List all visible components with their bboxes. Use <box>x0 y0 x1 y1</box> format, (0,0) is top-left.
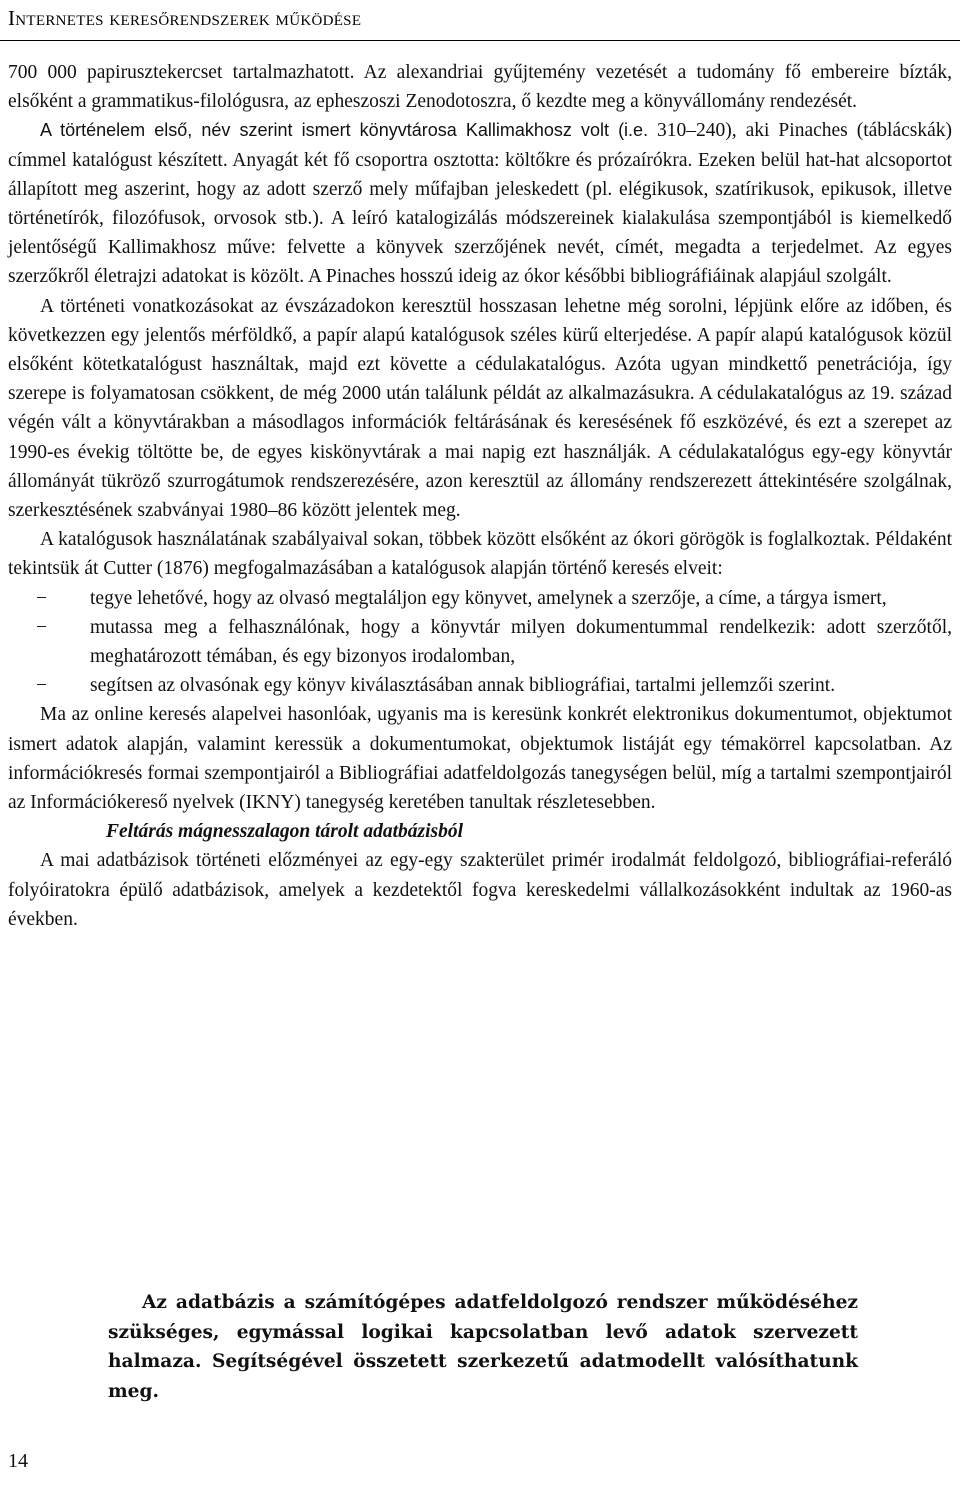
definition-text: Az adatbázis a számítógépes adatfeldolgozó rendszer működéséhez szükséges, egymással logikai kapcsolatban levő adatok szervezett halmaza. Segítségével összetett szerkezetű adatmodellt valósíthatunk meg. <box>108 1292 858 1402</box>
paragraph-kallimakhosz <box>8 116 952 291</box>
dash-bullet-icon: − <box>36 616 47 638</box>
page-number: 14 <box>8 1450 28 1472</box>
dash-bullet-icon: − <box>36 675 47 697</box>
list-item-text: mutassa meg a felhasználónak, hogy a könyvtár milyen dokumentummal rendelkezik: adott szerzőtől, meghatározott témában, és egy bizonyos irodalomban, <box>90 616 952 668</box>
paragraph-paper-catalogues: A történeti vonatkozásokat az évszázadokon keresztül hosszasan lehetne még sorolni, lépjünk előre az időben, és következzen egy jelentős mérföldkő, a papír alapú katalógusok széles kürű elterjedése. A papír alapú katalógusok közül elsőként kötetkatalógust használtak, majd ezt követte a cédulakatalógus. Azóta ugyan mindkettő penetrációja, így szerepe is folyamatosan csökkent, de még 2000 után találunk példát az alkalmazásukra. A cédulakatalógus az 19. század végén vált a könyvtárakban a másodlagos információk feltárásának és keresésének fő eszközévé, és ezt a szerepet az 1990-es évekig töltötte be, de egyes kiskönyvtárak a mai napig ezt használják. A cédulakatalógus egy-egy könyvtár állományát tükröző szurrogátumok rendszerezésére, azon keresztül az állomány rendszerezett áttekintésére szolgálnak, szerkesztésének szabványai 1980–86 között jelentek meg. <box>8 295 952 522</box>
paragraph-kallimakhosz-lead: A történelem első, név szerint ismert könyvtárosa Kallimakhosz volt (i.e. <box>40 120 649 141</box>
list-item <box>8 584 952 613</box>
running-header <box>0 0 960 48</box>
list-item <box>8 613 952 671</box>
paragraph-kallimakhosz-rest: 310–240), aki Pinaches (táblácskák) címmel katalógust készített. Anyagát két fő csoportra osztotta: költőkre és prózaírókra. Ezeken belül hat-hat alcsoportot állapított meg aszerint, hogy az adott szerző mely műfajban jeleskedett (pl. elégikusok, szatírikusok, epikusok, illetve történetírók, filozófusok, orvosok stb.). A leíró katalogizálás módszereinek kialakulása szempontjából is kiemelkedő jelentőségű Kallimakhosz műve: felvette a könyvek szerzőjének nevét, címét, megadta a terjedelmet. Az egyes szerzőkről életrajzi adatokat is közölt. A Pinaches hosszú ideig az ókor későbbi bibliográfiáinak alapjául szolgált. <box>8 120 952 288</box>
dash-bullet-icon: − <box>36 587 47 609</box>
list-item <box>8 671 952 700</box>
paragraph-online-search: Ma az online keresés alapelvei hasonlóak, ugyanis ma is keresünk konkrét elektronikus dokumentumot, objektumot ismert adatok alapján, valamint keressük a dokumentumokat, objektumok listáját egy témakörrel kapcsolatban. Az információkresés formai szempontjairól a Bibliográfiai adatfeldolgozás tanegységen belül, míg a tartalmi szempontjairól az Információkereső nyelvek (IKNY) tanegység keretében tanultak részletesebben. <box>8 704 952 814</box>
running-header-title: Internetes keresőrendszerek működése <box>8 6 362 30</box>
definition-box <box>108 1288 858 1406</box>
header-rule <box>0 40 960 41</box>
paragraph-databases-history: A mai adatbázisok történeti előzményei az egy-egy szakterület primér irodalmát feldolgozó, bibliográfiai-referáló folyóiratokra épülő adatbázisok, amelyek a kezdetektől fogva kereskedelmi vállalkozásokként indultak az 1960-as években. <box>8 850 952 930</box>
list-item-text: segítsen az olvasónak egy könyv kiválasztásában annak bibliográfiai, tartalmi jellemzői szerint. <box>90 675 836 697</box>
list-item-text: tegye lehetővé, hogy az olvasó megtaláljon egy könyvet, amelynek a szerzője, a címe, a tárgya ismert, <box>90 587 887 609</box>
paragraph-papyrus: 700 000 papirusztekercset tartalmazhatott. Az alexandriai gyűjtemény vezetését a tudomány fő embereire bízták, elsőként a grammatikus-filológusra, az epheszoszi Zenodotoszra, ő kezdte meg a könyvállomány rendezését. <box>8 62 952 113</box>
body-text <box>8 58 952 934</box>
cutter-principles-list <box>8 584 952 701</box>
section-heading: Feltárás mágnesszalagon tárolt adatbázisból <box>106 821 464 843</box>
paragraph-cutter: A katalógusok használatának szabályaival sokan, többek között elsőként az ókori görögök is foglalkoztak. Példaként tekintsük át Cutter (1876) megfogalmazásában a katalógusok alapján történő keresés elveit: <box>8 529 952 580</box>
